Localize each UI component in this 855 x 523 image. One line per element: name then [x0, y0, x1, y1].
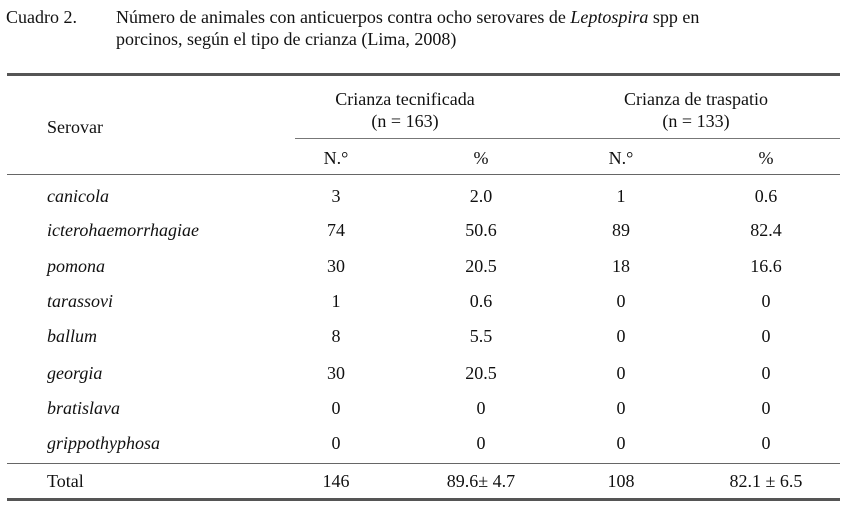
caption-text-start: Número de animales con anticuerpos contra ocho serovares de	[116, 7, 571, 27]
row-serovar: georgia	[47, 363, 103, 383]
row-tecnificada-no: 30	[327, 256, 345, 276]
row-tecnificada-pct: 0	[476, 433, 486, 453]
caption-text-end: spp en	[648, 7, 700, 27]
row-traspatio-pct: 0.6	[754, 186, 778, 206]
header-group-tecnificada-n: (n = 163)	[371, 111, 439, 131]
row-serovar: tarassovi	[47, 291, 114, 311]
header-bottom-rule	[7, 174, 840, 175]
total-label: Total	[47, 471, 84, 491]
row-tecnificada-pct: 20.5	[465, 363, 497, 383]
row-tecnificada-no: 3	[331, 186, 341, 206]
header-group-rule	[295, 138, 840, 139]
header-tecnificada-no: N.°	[323, 148, 349, 168]
row-traspatio-pct: 0	[761, 433, 771, 453]
row-traspatio-pct: 0	[761, 398, 771, 418]
row-serovar: pomona	[47, 256, 105, 276]
header-tecnificada-pct: %	[473, 148, 489, 168]
total-tecnificada-no: 146	[322, 471, 350, 491]
caption-genus: Leptospira	[570, 7, 649, 27]
row-traspatio-no: 0	[616, 398, 626, 418]
row-tecnificada-no: 0	[331, 433, 341, 453]
row-traspatio-pct: 0	[761, 363, 771, 383]
row-tecnificada-no: 8	[331, 326, 341, 346]
row-traspatio-pct: 0	[761, 326, 771, 346]
row-tecnificada-pct: 20.5	[465, 256, 497, 276]
table-top-rule	[7, 73, 840, 76]
total-top-rule	[7, 463, 840, 464]
header-group-traspatio: Crianza de traspatio	[624, 89, 768, 109]
row-serovar: bratislava	[47, 398, 121, 418]
row-tecnificada-pct: 2.0	[469, 186, 493, 206]
caption-label: Cuadro 2.	[6, 7, 77, 27]
total-tecnificada-pct: 89.6± 4.7	[446, 471, 516, 491]
header-traspatio-no: N.°	[608, 148, 634, 168]
row-tecnificada-no: 0	[331, 398, 341, 418]
row-traspatio-no: 1	[616, 186, 626, 206]
row-tecnificada-no: 30	[327, 363, 345, 383]
row-traspatio-no: 0	[616, 291, 626, 311]
row-traspatio-no: 0	[616, 363, 626, 383]
row-serovar: icterohaemorrhagiae	[47, 220, 199, 240]
row-traspatio-pct: 0	[761, 291, 771, 311]
row-tecnificada-pct: 50.6	[465, 220, 497, 240]
row-traspatio-pct: 16.6	[750, 256, 782, 276]
header-traspatio-pct: %	[758, 148, 774, 168]
total-traspatio-no: 108	[607, 471, 635, 491]
total-traspatio-pct: 82.1 ± 6.5	[729, 471, 803, 491]
table-caption	[6, 6, 851, 50]
row-tecnificada-no: 1	[331, 291, 341, 311]
row-traspatio-no: 89	[612, 220, 630, 240]
header-group-tecnificada: Crianza tecnificada	[335, 89, 475, 109]
table-bottom-rule	[7, 498, 840, 501]
row-traspatio-no: 0	[616, 433, 626, 453]
row-traspatio-no: 18	[612, 256, 630, 276]
row-traspatio-no: 0	[616, 326, 626, 346]
row-serovar: canicola	[47, 186, 109, 206]
row-traspatio-pct: 82.4	[750, 220, 782, 240]
header-group-traspatio-n: (n = 133)	[662, 111, 730, 131]
row-tecnificada-pct: 0.6	[469, 291, 493, 311]
row-tecnificada-no: 74	[327, 220, 345, 240]
header-serovar: Serovar	[47, 117, 103, 137]
row-serovar: grippothyphosa	[47, 433, 161, 453]
row-tecnificada-pct: 0	[476, 398, 486, 418]
caption-line-2: porcinos, según el tipo de crianza (Lima, 2008)	[116, 29, 457, 49]
row-tecnificada-pct: 5.5	[469, 326, 493, 346]
row-serovar: ballum	[47, 326, 98, 346]
